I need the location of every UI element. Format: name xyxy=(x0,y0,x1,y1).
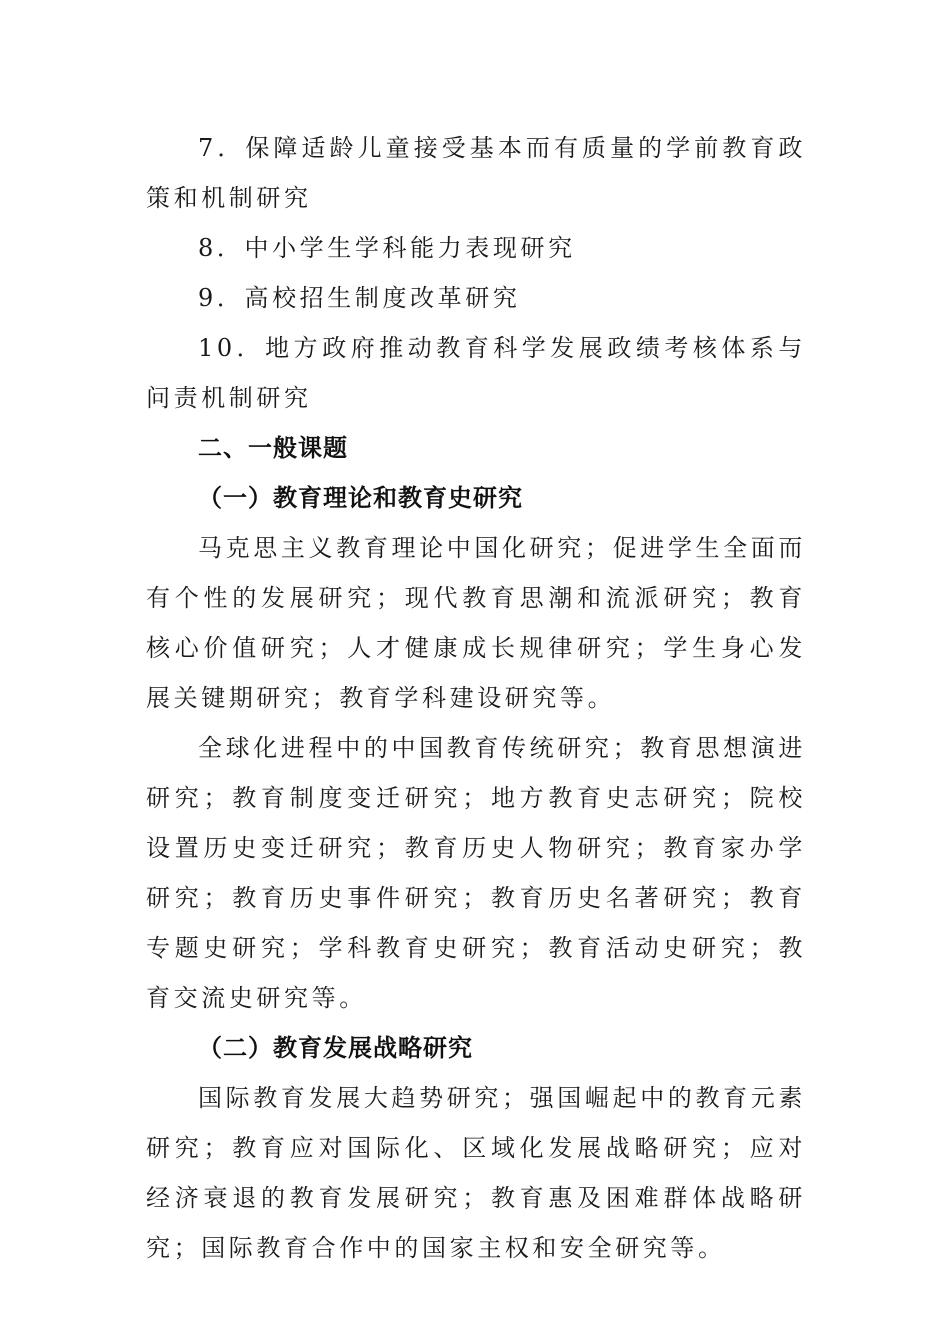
list-item-10: 10．地方政府推动教育科学发展政绩考核体系与问责机制研究 xyxy=(146,334,806,412)
paragraph-development-strategy: 国际教育发展大趋势研究；强国崛起中的教育元素研究；教育应对国际化、区域化发展战略研究；应对经济衰退的教育发展研究；教育惠及困难群体战略研究；国际教育合作中的国家主权和安全研究等。 xyxy=(146,1084,806,1262)
section-heading-general-topics: 二、一般课题 xyxy=(198,434,348,462)
list-item-8: 8．中小学生学科能力表现研究 xyxy=(198,234,576,262)
subsection-heading-education-theory: （一）教育理论和教育史研究 xyxy=(198,484,523,512)
paragraph-education-theory: 马克思主义教育理论中国化研究；促进学生全面而有个性的发展研究；现代教育思潮和流派研究；教育核心价值研究；人才健康成长规律研究；学生身心发展关键期研究；教育学科建设研究等。 xyxy=(146,534,806,712)
subsection-heading-development-strategy: （二）教育发展战略研究 xyxy=(198,1034,473,1062)
document-page xyxy=(146,123,806,1273)
list-item-7: 7．保障适龄儿童接受基本而有质量的学前教育政策和机制研究 xyxy=(146,134,806,212)
paragraph-education-history: 全球化进程中的中国教育传统研究；教育思想演进研究；教育制度变迁研究；地方教育史志研究；院校设置历史变迁研究；教育历史人物研究；教育家办学研究；教育历史事件研究；教育历史名著研究；教育专题史研究；学科教育史研究；教育活动史研究；教育交流史研究等。 xyxy=(146,734,806,1012)
list-item-9: 9．高校招生制度改革研究 xyxy=(198,284,521,312)
